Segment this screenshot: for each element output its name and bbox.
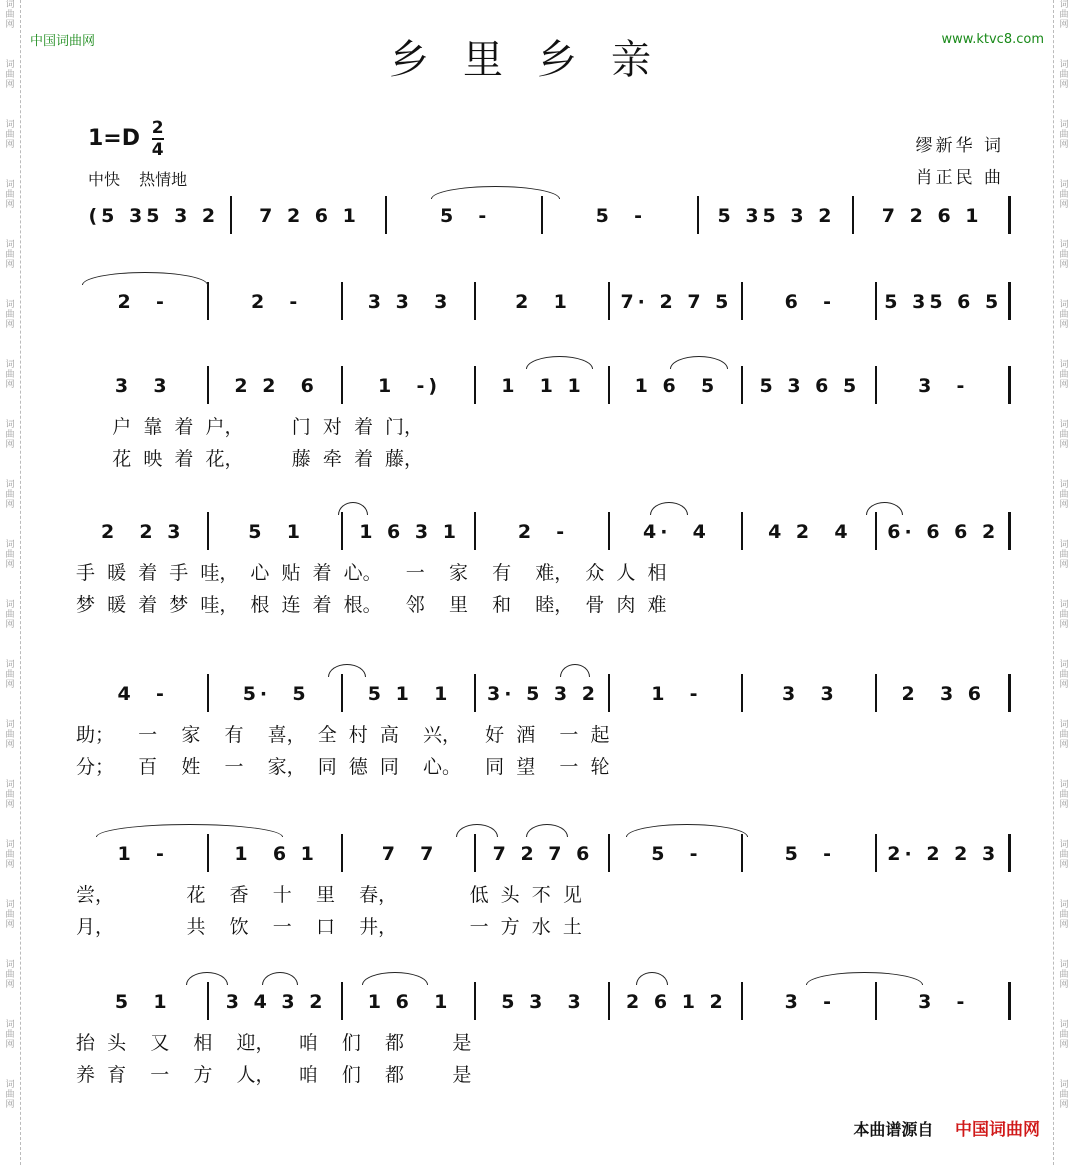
lyric-line — [76, 1058, 1010, 1090]
lyric-text: 梦 暖 着 梦 哇， 根 连 着 根。 邻 里 和 睦， 骨 肉 难 — [76, 594, 667, 616]
source-footer — [853, 1115, 1040, 1140]
measure: 2· 2 2 3 — [887, 843, 1000, 865]
site-url-right[interactable]: www.ktvc8.com — [941, 32, 1044, 47]
slur-mark — [362, 972, 428, 985]
measure: 2 1 — [515, 291, 571, 313]
tempo-marking: 中快 热情地 — [88, 170, 188, 189]
measure: 7 2 7 6 — [492, 843, 594, 865]
measure: 2 6 1 2 — [626, 991, 727, 1013]
lyric-line — [76, 410, 1010, 442]
measure: 7 2 6 1 — [881, 205, 983, 227]
source-label: 本曲谱源自 — [853, 1120, 934, 1139]
lyric-line — [76, 588, 1010, 620]
barline — [1008, 512, 1011, 550]
watermark-left: 词 曲 网 词 曲 网 词 曲 网 词 曲 网 词 曲 网 词 曲 网 词 曲 网 词 曲 网 词 曲 网 词 曲 网 词 曲 网 词 曲 网 词 曲 网 词 曲 网 词 曲 网 词 曲 网 词 曲 网 词 曲 网 词 曲 网 — [0, 0, 21, 1165]
score-system — [76, 362, 1010, 474]
lyric-text: 手 暖 着 手 哇， 心 贴 着 心。 一 家 有 难， 众 人 相 — [76, 562, 667, 584]
slur-mark — [526, 356, 593, 369]
measure: 1 -) — [378, 375, 442, 397]
barline — [1008, 834, 1011, 872]
notation-line — [76, 508, 1010, 556]
measure: 3 3 — [782, 683, 838, 705]
slur-mark — [186, 972, 228, 985]
measure: 5 - — [595, 205, 646, 227]
lyric-text: 养 育 一 方 人， 咱 们 都 是 — [76, 1064, 472, 1086]
lyric-text: 花 映 着 花， 藤 牵 着 藤， — [76, 448, 424, 470]
notation-line — [76, 670, 1010, 718]
time-numerator: 2 — [151, 118, 164, 138]
lyric-line — [76, 718, 1010, 750]
slur-mark — [338, 502, 368, 515]
measure: 1 6 5 — [634, 375, 719, 397]
notation-line — [76, 278, 1010, 326]
barline — [1008, 282, 1011, 320]
measure: 5 1 — [248, 521, 304, 543]
measure: 2 - — [517, 521, 569, 543]
lyric-text: 月， 共 饮 一 口 井， 一 方 水 土 — [76, 916, 582, 938]
time-signature — [152, 118, 164, 160]
measure: 5 - — [439, 205, 491, 227]
measure: 2 2 6 — [234, 375, 318, 397]
measure: 5 1 1 — [367, 683, 452, 705]
measure: 5 - — [651, 843, 702, 865]
lyricist-credit: 缪新华 词 — [915, 136, 1004, 156]
measure: 2 3 6 — [901, 683, 986, 705]
measure: 1 - — [651, 683, 702, 705]
lyric-text: 尝， 花 香 十 里 春， 低 头 不 见 — [76, 884, 582, 906]
score-system — [76, 670, 1010, 782]
measure: 5 3 3 — [501, 991, 585, 1013]
notation-line — [76, 978, 1010, 1026]
measure: 3 - — [918, 991, 969, 1013]
measure: 6 - — [784, 291, 836, 313]
measure: 7 7 — [381, 843, 438, 865]
barline — [1008, 982, 1011, 1020]
measure: 5· 5 — [242, 683, 310, 705]
slur-mark — [262, 972, 298, 985]
measure: 3· 5 3 2 — [487, 683, 599, 705]
slur-mark — [328, 664, 366, 677]
barline — [1008, 196, 1011, 234]
composer-credit: 肖正民 曲 — [915, 168, 1004, 188]
lyric-line — [76, 910, 1010, 942]
measure: 1 - — [117, 843, 168, 865]
notation-line — [76, 192, 1010, 240]
measure: 5 1 — [114, 991, 171, 1013]
site-name-left[interactable]: 中国词曲网 — [30, 34, 96, 49]
measure: 4 - — [117, 683, 168, 705]
notation-line — [76, 362, 1010, 410]
slur-mark — [560, 664, 590, 677]
slur-mark — [650, 502, 688, 515]
score-system — [76, 192, 1010, 240]
measure: 1 6 1 — [234, 843, 318, 865]
measure: 5 - — [784, 843, 836, 865]
slur-mark — [806, 972, 923, 985]
measure: 2 - — [250, 291, 302, 313]
score-system — [76, 830, 1010, 942]
measure: 1 6 3 1 — [359, 521, 460, 543]
measure: 2 - — [117, 291, 168, 313]
lyric-line — [76, 556, 1010, 588]
measure: 7· 2 7 5 — [620, 291, 733, 313]
lyric-line — [76, 442, 1010, 474]
measure: 5 35 3 2 — [717, 205, 836, 227]
lyric-line — [76, 1026, 1010, 1058]
measure: 5 3 6 5 — [759, 375, 861, 397]
lyric-text: 户 靠 着 户， 门 对 着 门， — [76, 416, 424, 438]
measure: 4 2 4 — [768, 521, 852, 543]
lyric-text: 助； 一 家 有 喜， 全 村 高 兴， 好 酒 一 起 — [76, 724, 610, 746]
score-system — [76, 978, 1010, 1090]
barline — [1008, 366, 1011, 404]
lyric-line — [76, 750, 1010, 782]
lyric-text: 抬 头 又 相 迎， 咱 们 都 是 — [76, 1032, 472, 1054]
measure: 7 2 6 1 — [259, 205, 360, 227]
source-brand[interactable]: 中国词曲网 — [955, 1120, 1040, 1140]
measure: 6· 6 6 2 — [887, 521, 1000, 543]
key-signature — [88, 118, 164, 160]
key-label: 1=D — [88, 126, 141, 151]
notation-line — [76, 830, 1010, 878]
measure: 3 4 3 2 — [225, 991, 327, 1013]
slur-mark — [626, 824, 748, 837]
time-denominator: 4 — [151, 140, 164, 160]
measure: 1 1 1 — [501, 375, 585, 397]
score-system — [76, 278, 1010, 326]
slur-mark — [82, 272, 208, 285]
lyric-line — [76, 878, 1010, 910]
song-title: 乡里乡亲 — [389, 37, 685, 83]
slur-mark — [636, 972, 668, 985]
measure: 3 - — [784, 991, 836, 1013]
measure: 3 - — [918, 375, 969, 397]
lyric-text: 分； 百 姓 一 家， 同 德 同 心。 同 望 一 轮 — [76, 756, 610, 778]
measure: 5 35 6 5 — [884, 291, 1003, 313]
barline — [1008, 674, 1011, 712]
measure: 3 3 3 — [367, 291, 452, 313]
slur-mark — [526, 824, 568, 837]
slur-mark — [866, 502, 903, 515]
measure: (5 35 3 2 — [88, 205, 220, 227]
measure: 1 6 1 — [367, 991, 452, 1013]
score-system — [76, 508, 1010, 620]
slur-mark — [670, 356, 728, 369]
slur-mark — [431, 186, 560, 199]
slur-mark — [96, 824, 283, 837]
measure: 3 3 — [114, 375, 171, 397]
measure: 2 2 3 — [100, 521, 185, 543]
slur-mark — [456, 824, 498, 837]
measure: 4· 4 — [642, 521, 710, 543]
watermark-right: 词 曲 网 词 曲 网 词 曲 网 词 曲 网 词 曲 网 词 曲 网 词 曲 网 词 曲 网 词 曲 网 词 曲 网 词 曲 网 词 曲 网 词 曲 网 词 曲 网 词 曲 网 词 曲 网 词 曲 网 词 曲 网 词 曲 网 — [1053, 0, 1074, 1165]
